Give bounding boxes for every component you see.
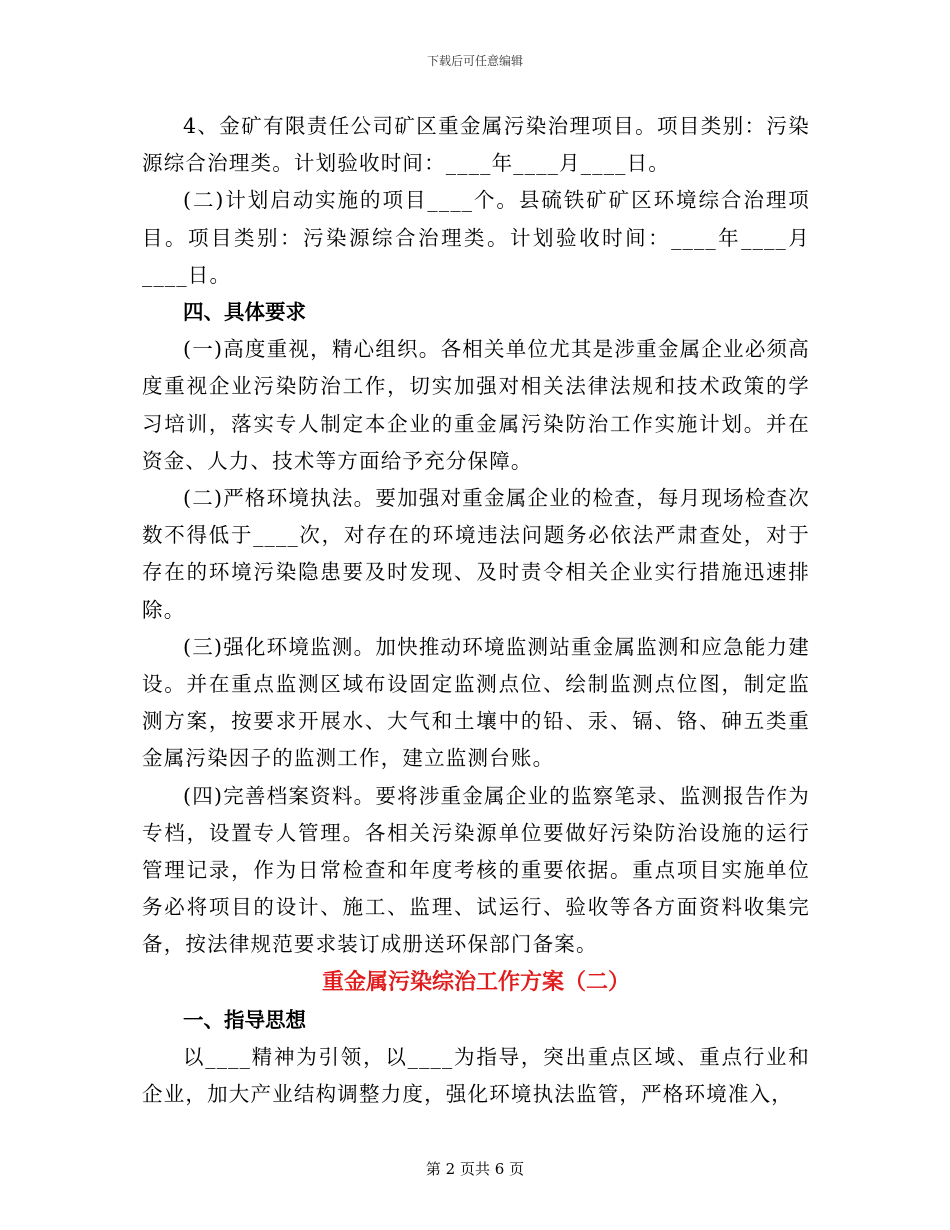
paragraph-requirement-2: (二)严格环境执法。要加强对重金属企业的检查，每月现场检查次数不得低于____次，对存在的环境违法问题务必依法严肃查处，对于存在的环境污染隐患要及时发现、及时责令相关企业实行措施迅速排除。	[142, 486, 810, 622]
paragraph-planned-projects: (二)计划启动实施的项目____个。县硫铁矿矿区环境综合治理项目。项目类别：污染源综合治理类。计划验收时间：____年____月____日。	[142, 188, 810, 287]
paragraph-requirement-3: (三)强化环境监测。加快推动环境监测站重金属监测和应急能力建设。并在重点监测区域布设固定监测点位、绘制监测点位图，制定监测方案，按要求开展水、大气和土壤中的铅、汞、镉、铬、砷五类重金属污染因子的监测工作，建立监测台账。	[142, 634, 810, 771]
page-footer: 第 2 页共 6 页	[425, 1160, 525, 1178]
paragraph-project-4: 4、金矿有限责任公司矿区重金属污染治理项目。项目类别：污染源综合治理类。计划验收时间：____年____月____日。	[142, 114, 810, 176]
page-header: 下载后可任意编辑	[426, 54, 523, 68]
paragraph-requirement-4: (四)完善档案资料。要将涉重金属企业的监察笔录、监测报告作为专档，设置专人管理。各相关污染源单位要做好污染防治设施的运行管理记录，作为日常检查和年度考核的重要依据。重点项目实施单位务必将项目的设计、施工、监理、试运行、验收等各方面资料收集完备，按法律规范要求装订成册送环保部门备案。	[142, 783, 810, 957]
paragraph-guiding-ideology: 以____精神为引领，以____为指导，突出重点区域、重点行业和企业，加大产业结构调整力度，强化环境执法监管，严格环境准入，	[142, 1044, 810, 1107]
section-heading-requirements: 四、具体要求	[183, 300, 306, 325]
document-body	[142, 108, 810, 1113]
section-heading-guiding-ideology: 一、指导思想	[183, 1007, 306, 1032]
paragraph-requirement-1: (一)高度重视，精心组织。各相关单位尤其是涉重金属企业必须高度重视企业污染防治工作，切实加强对相关法律法规和技术政策的学习培训，落实专人制定本企业的重金属污染防治工作实施计划。并在资金、人力、技术等方面给予充分保障。	[142, 337, 810, 473]
document-title-2: 重金属污染综治工作方案（二）	[321, 969, 630, 995]
